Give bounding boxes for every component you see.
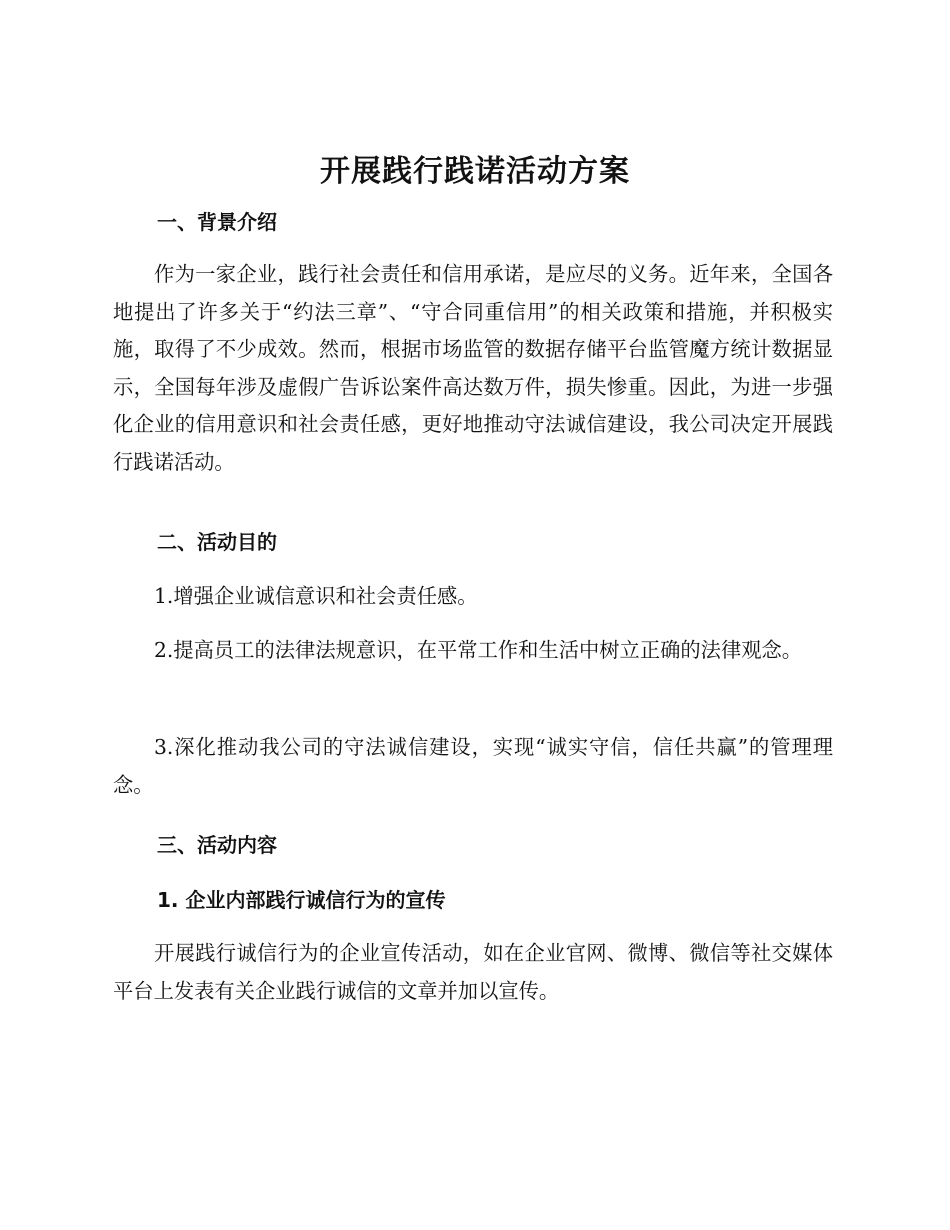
- subsection-heading-promotion: 1. 企业内部践行诚信行为的宣传: [157, 888, 446, 912]
- section-heading-content: 三、活动内容: [157, 833, 277, 857]
- background-paragraph: 作为一家企业，践行社会责任和信用承诺，是应尽的义务。近年来，全国各地提出了许多关于“约法三章”、“守合同重信用”的相关政策和措施，并积极实施，取得了不少成效。然而，根据市场监管的数据存储平台监管魔方统计数据显示，全国每年涉及虚假广告诉讼案件高达数万件，损失惨重。因此，为进一步强化企业的信用意识和社会责任感，更好地推动守法诚信建设，我公司决定开展践行践诺活动。: [113, 262, 833, 474]
- purpose-item-2: 2.提高员工的法律法规意识，在平常工作和生活中树立正确的法律观念。: [154, 638, 803, 662]
- purpose-item-3: 3.深化推动我公司的守法诚信建设，实现“诚实守信，信任共赢”的管理理念。: [113, 735, 833, 797]
- promotion-paragraph: 开展践行诚信行为的企业宣传活动，如在企业官网、微博、微信等社交媒体平台上发表有关企业践行诚信的文章并加以宣传。: [113, 941, 833, 1003]
- purpose-item-1: 1.增强企业诚信意识和社会责任感。: [154, 584, 478, 608]
- section-heading-background: 一、背景介绍: [157, 210, 277, 234]
- document-title: 开展践行践诺活动方案: [320, 154, 630, 189]
- section-heading-purpose: 二、活动目的: [157, 530, 277, 554]
